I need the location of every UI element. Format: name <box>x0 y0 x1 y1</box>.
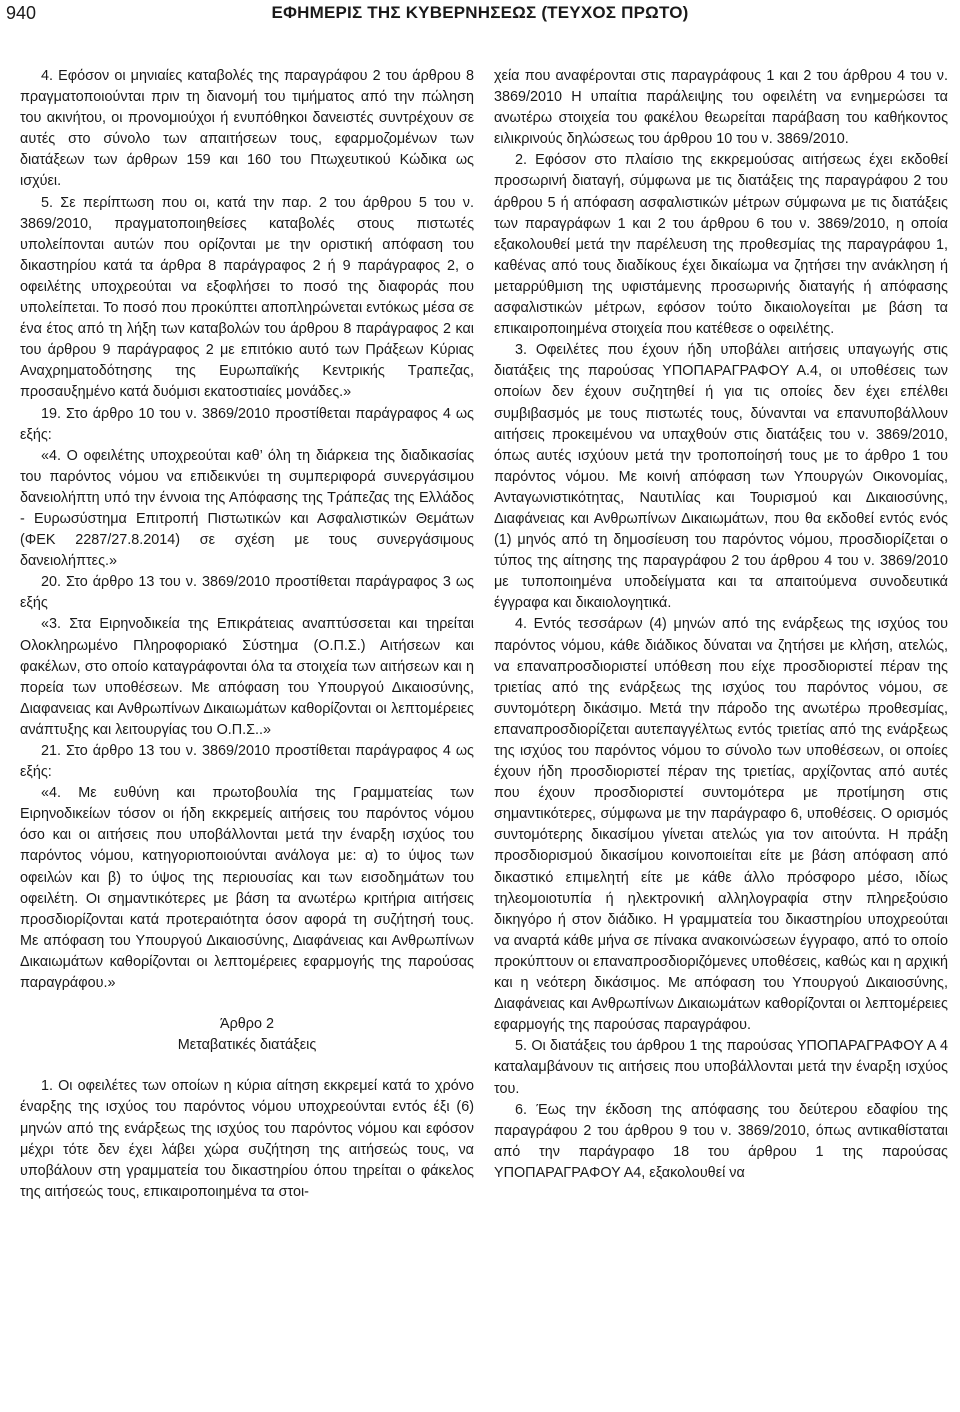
paragraph: 5. Οι διατάξεις του άρθρου 1 της παρούσας ΥΠΟΠΑΡΑΓΡΑΦΟΥ Α 4 καταλαμβάνουν τις αιτήσεις που υποβάλλονται μετά την έναρξη ισχύος του. <box>494 1038 948 1097</box>
paragraph: 3. Οφειλέτες που έχουν ήδη υποβάλει αιτήσεις υπαγωγής στις διατάξεις της παρούσας ΥΠΟΠΑΡΑΓΡΑΦΟΥ Α.4, οι υποθέσεις των οποίων δεν έχουν συζητηθεί ή για τις οποίες δεν έχει επέλθει συμβιβασμός με τους πιστωτές τους, δύνανται να επανυποβάλλουν αιτήσεις προκειμένου να υπαχθούν στις διατάξεις του ν. 3869/2010, όπως αυτές ισχύουν μετά την τροποποίησή τους με το άρθρο 1 του παρόντος νόμου. Με κοινή απόφαση των Υπουργών Οικονομίας, Ανταγωνιστικότητας, Ναυτιλίας και Τουρισμού και Δικαιοσύνης, Διαφάνειας και Ανθρωπίνων Δικαιωμάτων, που θα εκδοθεί εντός ενός (1) μηνός από τη δημοσίευση του παρόντος νόμου, προσδιορίζεται ο τύπος της αίτησης της παραγράφου 2 του άρθρου 4 του ν. 3869/2010 με τυποποιημένα υποδείγματα και τα απαιτούμενα συνοδευτικά έγγραφα και δικαιολογητικά. <box>494 342 948 612</box>
page-number: 940 <box>6 3 37 23</box>
spacer <box>20 994 474 1014</box>
paragraph: 5. Σε περίπτωση που οι, κατά την παρ. 2 του άρθρου 5 του ν. 3869/2010, πραγματοποιηθείσες καταβολές στους πιστωτές υπολείπονται αυτών που ορίζονται με την οριστική απόφαση του δικαστηρίου κατά τα άρθρα 8 παράγραφος 2 ή 9 παράγραφος 2, ο οφειλέτης υποχρεούται να εξοφλήσει το ποσό της διαφοράς που υπολείπεται. Το ποσό που προκύπτει αποπληρώνεται εντόκως μέσα σε ένα έτος από τη λήξη των καταβολών του άρθρου 8 παράγραφος 2 και του άρθρου 9 παράγραφος 2 με επιτόκιο αυτό των Πράξεων Κύριας Αναχρηματοδότησης της Ευρωπαϊκής Κεντρικής Τραπεζας, προσαυξημένο κατά δυόμισι εκατοστιαίες μονάδες.» <box>20 194 474 401</box>
left-column <box>20 66 474 1203</box>
paragraph: 19. Στο άρθρο 10 του ν. 3869/2010 προστίθεται παράγραφος 4 ως εξής: <box>20 405 474 443</box>
paragraph: 4. Εφόσον οι μηνιαίες καταβολές της παραγράφου 2 του άρθρου 8 πραγματοποιούνται πριν τη διανομή του τιμήματος από την πώληση του ακινήτου, οι προνομιούχοι ή ενυπόθηκοι δανειστές συντρέχουν σε αυτές στο σύνολο των απαιτήσεων τους, εφαρμοζομένων των διατάξεων των άρθρων 159 και 160 του Πτωχευτικού Κώδικα ως ισχύει. <box>20 68 474 190</box>
article-title: Άρθρο 2 <box>220 1016 274 1033</box>
article-subtitle: Μεταβατικές διατάξεις <box>177 1037 317 1054</box>
paragraph: «3. Στα Ειρηνοδικεία της Επικράτειας αναπτύσσεται και τηρείται Ολοκληρωμένο Πληροφοριακό Σύστημα (Ο.Π.Σ.) Αιτήσεων και φακέλων, στο οποίο καταγράφονται όλα τα στοιχεία των αιτήσεων και η πορεία των υποθέσεων. Με απόφαση του Υπουργού Δικαιοσύνης, Διαφανειας και Ανθρωπίνων Δικαιωμάτων καθορίζονται οι λεπτομέρειες ανάπτυξης και λειτουργίας του Ο.Π.Σ..» <box>20 616 474 738</box>
paragraph: «4. Ο οφειλέτης υποχρεούται καθ’ όλη τη διάρκεια της διαδικασίας του παρόντος νόμου να επιδεικνύει τη συμπεριφορά συνεργάσιμου δανειολήπτη υπό την έννοια της Απόφασης της Τράπεζας της Ελλάδος - Ευρωσύστημα Επιτροπή Πιστωτικών και Ασφαλιστικών Θεμάτων (ΦΕΚ 2287/27.8.2014) σε σχέση με τους συνεργάσιμους δανειολήπτες.» <box>20 447 474 570</box>
journal-title: ΕΦΗΜΕΡΙΣ ΤΗΣ ΚΥΒΕΡΝΗΣΕΩΣ (ΤΕΥΧΟΣ ΠΡΩΤΟ) <box>271 3 689 22</box>
paragraph: 1. Οι οφειλέτες των οποίων η κύρια αίτηση εκκρεμεί κατά το χρόνο έναρξης της ισχύος του παρόντος νόμου υποχρεούνται εντός έξι (6) μηνών από της ενάρξεως της ισχύος του παρόντος νόμου και εφόσον μέχρι τότε δεν έχει λάβει χώρα συζήτηση της αιτήσεώς τους, να υποβάλουν στη γραμματεία του δικαστηρίου όπου τηρείται ο φάκελος της αιτήσεώς τους, επικαιροποιημένα τα στοι- <box>20 1078 474 1200</box>
right-column <box>494 66 948 1203</box>
spacer <box>20 1056 474 1076</box>
paragraph: 2. Εφόσον στο πλαίσιο της εκκρεμούσας αιτήσεως έχει εκδοθεί προσωρινή διαταγή, σύμφωνα με τις διατάξεις της παραγράφου 2 του άρθρου 5 ή απόφαση ασφαλιστικών μέτρων σύμφωνα με τις διατάξεις των παραγράφων 1 και 2 του άρθρου 6 του ν. 3869/2010, η οποία εξακολουθεί μετά την παρέλευση της προθεσμίας της παραγράφου 1, καθένας από τους διαδίκους έχει δικαίωμα να ζητήσει την ανάκληση ή μεταρρύθμιση της υφιστάμενης προσωρινής διαταγής ή απόφασης ασφαλιστικών μέτρων, εφόσον τούτο δικαιολογείται με βάση τα επικαιροποιημένα στοιχεία που κατέθεσε ο οφειλέτης. <box>494 152 948 338</box>
page-header <box>0 0 960 34</box>
paragraph: 4. Εντός τεσσάρων (4) μηνών από της ενάρξεως της ισχύος του παρόντος νόμου, κάθε διάδικος δύναται να ζητήσει με κλήση, ατελώς, να επαναπροσδιοριστεί υπόθεση που είχε προσδιοριστεί πέραν της τριετίας από της ενάρξεως της ισχύος του παρόντος νόμου, σε συντομότερη δικάσιμο. Μετά την πάροδο της ανωτέρω προθεσμίας, επαναπροσδιορίζεται αυτεπαγγέλτως εντός τριετίας από της ενάρξεως της ισχύος του παρόντος νόμου το σύνολο των υποθέσεων, οι οποίες έχουν ήδη προσδιοριστεί πέραν της τριετίας, αρχίζοντας από αυτές που έχουν προσδιοριστεί συντομότερα με προτίμηση στις σημαντικότερες, σύμφωνα με την παράγραφο 6, υποθέσεις. Ο ορισμός συντομότερης δικασίμου γίνεται ατελώς για τον αιτούντα. Η πράξη προσδιορισμού δικασίμου κοινοποιείται είτε με βάση απόφαση από δικαστικό επιμελητή είτε με κάθε άλλο πρόσφορο μέσο, ιδίως τηλεομοιοτυπία ή ηλεκτρονική αλληλογραφία στην πληρεξούσιο δικηγόρο ή στον διάδικο. Η γραμματεία του δικαστηρίου υποχρεούται να αναρτά κάθε μήνα σε πίνακα ανακοινώσεων έγγραφο, από το οποίο προκύπτουν οι επαναπροσδιοριζόμενες υποθέσεις, καθώς και η αρχική και η νεότερη δικάσιμος. Με απόφαση του Υπουργού Δικαιοσύνης, Διαφάνειας και Ανθρωπίνων Δικαιωμάτων καθορίζονται οι λεπτομέρειες εφαρμογής της παρούσας παραγράφου. <box>494 616 948 1034</box>
paragraph: «4. Με ευθύνη και πρωτοβουλία της Γραμματείας των Ειρηνοδικείων τόσον οι ήδη εκκρεμείς αιτήσεις του παρόντος νόμου όσο και οι αιτήσεις που υποβάλλονται μετά την έναρξη ισχύος του παρόντος νόμου, κατηγοριοποιούνται ανάλογα με: α) το ύψος των οφειλών και β) το ύψος της περιουσίας και των εισοδημάτων του οφειλέτη. Οι σημαντικότερες με βάση τα ανωτέρω κριτήρια αιτήσεις προσδιορίζονται κατά προτεραιότητα όσον αφορά τη συζήτησή τους. Με απόφαση του Υπουργού Δικαιοσύνης, Διαφάνειας και Ανθρωπίνων Δικαιωμάτων καθορίζονται οι λεπτομέρειες εφαρμογής της παρούσας παραγράφου.» <box>20 785 474 992</box>
paragraph: 21. Στο άρθρο 13 του ν. 3869/2010 προστίθεται παράγραφος 4 ως εξής: <box>20 743 474 781</box>
paragraph: 6. Έως την έκδοση της απόφασης του δεύτερου εδαφίου της παραγράφου 2 του άρθρου 9 του ν. 3869/2010, όπως αντικαθίσταται από την παράγραφο 18 του άρθρου 1 της παρούσας ΥΠΟΠΑΡΑΓΡΑΦΟΥ Α4, εξακολουθεί να <box>494 1101 948 1181</box>
text-columns <box>20 66 948 1203</box>
paragraph: 20. Στο άρθρο 13 του ν. 3869/2010 προστίθεται παράγραφος 3 ως εξής <box>20 574 474 612</box>
paragraph: χεία που αναφέρονται στις παραγράφους 1 και 2 του άρθρου 4 του ν. 3869/2010 Η υπαίτια παράλειψης του οφειλέτη να ενημερώσει τα ανωτέρω στοιχεία του φακέλου θεωρείται παράβαση του καθήκοντος ειλικρινούς δηλώσεως του άρθρου 10 του ν. 3869/2010. <box>494 68 948 148</box>
